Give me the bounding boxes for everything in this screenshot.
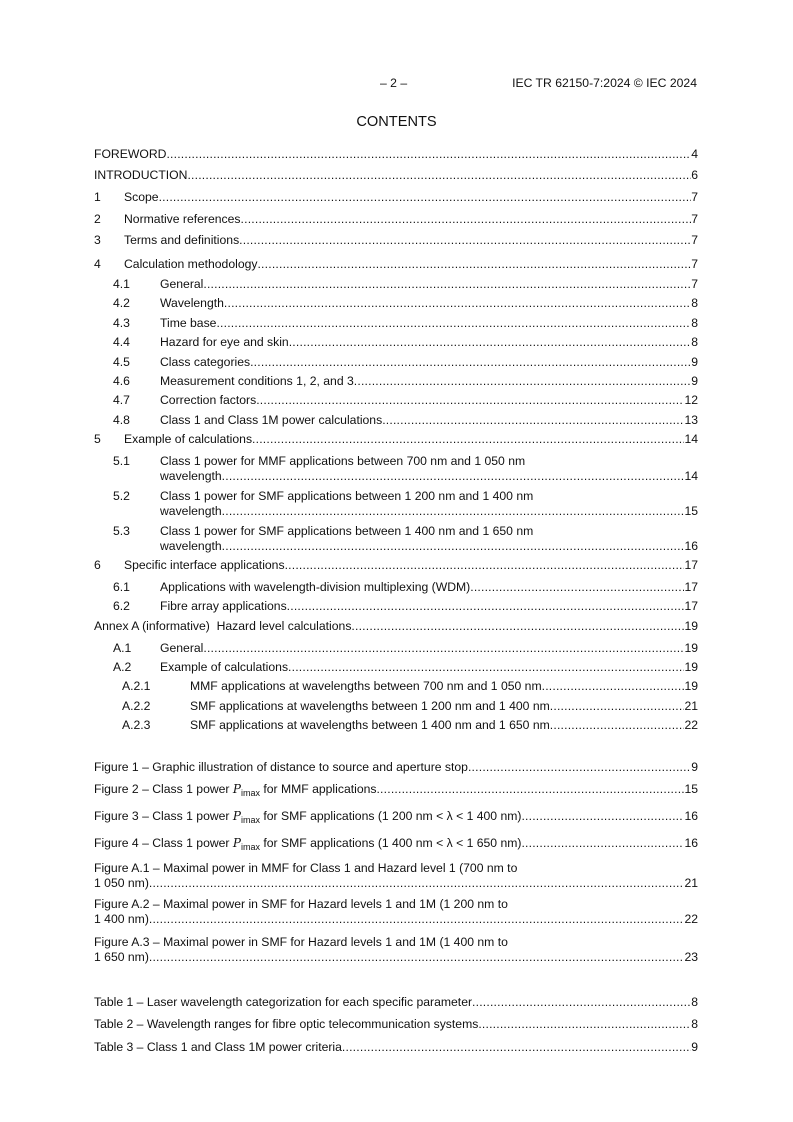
figure-label-line1: Figure A.2 – Maximal power in SMF for Hazard levels 1 and 1M (1 200 nm to xyxy=(94,897,508,911)
toc-page: 14 xyxy=(684,432,698,446)
toc-page: 15 xyxy=(684,504,698,518)
toc-label: Terms and definitions xyxy=(124,233,240,247)
toc-number: 6.2 xyxy=(113,599,130,613)
toc-number: 5.2 xyxy=(113,489,130,503)
table-entry-3[interactable] xyxy=(94,1040,698,1055)
toc-label-line2: wavelength xyxy=(160,469,222,483)
toc-entry-a-1[interactable] xyxy=(94,641,698,656)
toc-label: Scope xyxy=(124,190,159,204)
toc-number: 4.1 xyxy=(113,277,130,291)
toc-number: 5.1 xyxy=(113,454,130,468)
toc-page: 8 xyxy=(691,335,698,349)
toc-entry-5-2[interactable] xyxy=(113,489,698,519)
standard-reference: IEC TR 62150-7:2024 © IEC 2024 xyxy=(512,76,697,90)
toc-label: Applications with wavelength-division multiplexing (WDM) xyxy=(160,580,471,594)
toc-entry-6-1[interactable] xyxy=(94,580,698,595)
toc-page: 19 xyxy=(684,641,698,655)
toc-page: 7 xyxy=(691,212,698,226)
toc-label: Class 1 and Class 1M power calculations xyxy=(160,413,383,427)
toc-number: 4.4 xyxy=(113,335,130,349)
toc-label: General xyxy=(160,641,204,655)
figure-label: Figure 2 – Class 1 power $P_{imax}$ for MMF applications xyxy=(94,782,377,798)
toc-label-line1: Class 1 power for SMF applications between 1 400 nm and 1 650 nm xyxy=(160,524,534,538)
toc-number: A.1 xyxy=(113,641,132,655)
toc-entry-1[interactable] xyxy=(94,190,698,205)
toc-entry-foreword[interactable] xyxy=(94,147,698,162)
table-entry-2[interactable] xyxy=(94,1017,698,1032)
toc-page: 7 xyxy=(691,233,698,247)
figure-label: Figure 4 – Class 1 power $P_{imax}$ for SMF applications (1 400 nm < λ < 1 650 nm) xyxy=(94,836,522,852)
toc-label: General xyxy=(160,277,204,291)
figure-label-line1: Figure A.3 – Maximal power in SMF for Hazard levels 1 and 1M (1 400 nm to xyxy=(94,935,508,949)
toc-page: 8 xyxy=(691,296,698,310)
figure-page: 9 xyxy=(691,760,698,774)
toc-number: 6.1 xyxy=(113,580,130,594)
toc-entry-4-5[interactable] xyxy=(94,355,698,370)
toc-page: 16 xyxy=(684,539,698,553)
toc-entry-5-3[interactable] xyxy=(113,524,698,554)
figure-label: Figure 1 – Graphic illustration of distance to source and aperture stop xyxy=(94,760,468,774)
toc-label: Hazard for eye and skin xyxy=(160,335,289,349)
toc-entry-4-6[interactable] xyxy=(94,374,698,389)
toc-entry-4-4[interactable] xyxy=(94,335,698,350)
toc-label: Calculation methodology xyxy=(124,257,258,271)
toc-label-line2: wavelength xyxy=(160,539,222,553)
figure-label: Figure 3 – Class 1 power $P_{imax}$ for SMF applications (1 200 nm < λ < 1 400 nm) xyxy=(94,809,522,825)
toc-entry-a-2[interactable] xyxy=(94,660,698,675)
toc-number: 4.8 xyxy=(113,413,130,427)
toc-entry-4-1[interactable] xyxy=(94,277,698,292)
table-page: 8 xyxy=(691,995,698,1009)
toc-page: 4 xyxy=(691,147,698,161)
toc-label: Example of calculations xyxy=(124,432,253,446)
figure-entry-4[interactable] xyxy=(94,836,698,851)
table-page: 9 xyxy=(691,1040,698,1054)
toc-page: 7 xyxy=(691,277,698,291)
toc-label: Normative references xyxy=(124,212,241,226)
toc-page: 17 xyxy=(684,599,698,613)
figure-label-line2: 1 400 nm) xyxy=(94,912,149,926)
figure-page: 16 xyxy=(684,809,698,823)
toc-number: 4.7 xyxy=(113,393,130,407)
figure-page: 21 xyxy=(684,876,698,890)
toc-number: 4.2 xyxy=(113,296,130,310)
toc-number: 6 xyxy=(94,558,101,572)
figure-entry-2[interactable] xyxy=(94,782,698,797)
toc-number: 4.5 xyxy=(113,355,130,369)
figure-entry-a-1[interactable] xyxy=(94,861,698,891)
table-page: 8 xyxy=(691,1017,698,1031)
toc-entry-3[interactable] xyxy=(94,233,698,248)
toc-entry-annex-a[interactable] xyxy=(94,619,698,634)
toc-entry-4-7[interactable] xyxy=(94,393,698,408)
toc-page: 22 xyxy=(684,718,698,732)
toc-label-line2: wavelength xyxy=(160,504,222,518)
toc-label: Specific interface applications xyxy=(124,558,285,572)
toc-number: 4.6 xyxy=(113,374,130,388)
toc-page: 12 xyxy=(684,393,698,407)
toc-page: 7 xyxy=(691,257,698,271)
toc-label: FOREWORD xyxy=(94,147,167,161)
toc-entry-4[interactable] xyxy=(94,257,698,272)
toc-label: Class categories xyxy=(160,355,251,369)
figure-entry-a-2[interactable] xyxy=(94,897,698,927)
figure-page: 16 xyxy=(684,836,698,850)
page-number: – 2 – xyxy=(380,76,408,90)
toc-label-line1: Class 1 power for MMF applications between 700 nm and 1 050 nm xyxy=(160,454,526,468)
toc-entry-4-8[interactable] xyxy=(94,413,698,428)
page-title: CONTENTS xyxy=(356,114,437,130)
toc-entry-4-3[interactable] xyxy=(94,316,698,331)
toc-entry-2[interactable] xyxy=(94,212,698,227)
toc-entry-5-1[interactable] xyxy=(113,454,698,484)
toc-label: Example of calculations xyxy=(160,660,289,674)
toc-entry-5[interactable] xyxy=(94,432,698,447)
figure-label-line1: Figure A.1 – Maximal power in MMF for Class 1 and Hazard level 1 (700 nm to xyxy=(94,861,518,875)
toc-number: 1 xyxy=(94,190,101,204)
toc-number: A.2 xyxy=(113,660,132,674)
table-label: Table 2 – Wavelength ranges for fibre optic telecommunication systems xyxy=(94,1017,479,1031)
toc-page: 19 xyxy=(684,660,698,674)
toc-page: 13 xyxy=(684,413,698,427)
figure-label-line2: 1 650 nm) xyxy=(94,950,149,964)
toc-label: Wavelength xyxy=(160,296,224,310)
toc-entry-a-2-2[interactable] xyxy=(94,699,698,714)
toc-label-line1: Class 1 power for SMF applications between 1 200 nm and 1 400 nm xyxy=(160,489,534,503)
toc-page: 7 xyxy=(691,190,698,204)
table-label: Table 3 – Class 1 and Class 1M power criteria xyxy=(94,1040,342,1054)
toc-page: 19 xyxy=(684,619,698,633)
toc-number: 3 xyxy=(94,233,101,247)
toc-label: INTRODUCTION xyxy=(94,168,188,182)
toc-entry-6[interactable] xyxy=(94,558,698,573)
toc-number: 5.3 xyxy=(113,524,130,538)
figure-page: 23 xyxy=(684,950,698,964)
toc-label: Fibre array applications xyxy=(160,599,287,613)
toc-entry-a-2-3[interactable] xyxy=(94,718,698,733)
toc-label: SMF applications at wavelengths between 1 200 nm and 1 400 nm xyxy=(190,699,550,713)
toc-entry-6-2[interactable] xyxy=(94,599,698,614)
toc-number: A.2.2 xyxy=(122,699,151,713)
toc-number: 4.3 xyxy=(113,316,130,330)
toc-entry-4-2[interactable] xyxy=(94,296,698,311)
toc-page: 9 xyxy=(691,374,698,388)
figure-entry-3[interactable] xyxy=(94,809,698,824)
toc-label: MMF applications at wavelengths between 700 nm and 1 050 nm xyxy=(190,679,542,693)
toc-label: Time base xyxy=(160,316,217,330)
toc-page: 8 xyxy=(691,316,698,330)
toc-number: A.2.3 xyxy=(122,718,151,732)
figure-page: 15 xyxy=(684,782,698,796)
figure-entry-a-3[interactable] xyxy=(94,935,698,965)
figure-label-line2: 1 050 nm) xyxy=(94,876,149,890)
toc-label: Measurement conditions 1, 2, and 3 xyxy=(160,374,354,388)
toc-number: A.2.1 xyxy=(122,679,151,693)
toc-label: Annex A (informative) Hazard level calculations xyxy=(94,619,352,633)
table-label: Table 1 – Laser wavelength categorization for each specific parameter xyxy=(94,995,473,1009)
figure-page: 22 xyxy=(684,912,698,926)
toc-page: 21 xyxy=(684,699,698,713)
toc-label: SMF applications at wavelengths between 1 400 nm and 1 650 nm xyxy=(190,718,550,732)
toc-number: 5 xyxy=(94,432,101,446)
toc-number: 2 xyxy=(94,212,101,226)
table-entry-1[interactable] xyxy=(94,995,698,1010)
toc-page: 19 xyxy=(684,679,698,693)
toc-label: Correction factors xyxy=(160,393,257,407)
toc-number: 4 xyxy=(94,257,101,271)
figure-entry-1[interactable] xyxy=(94,760,698,775)
page-header xyxy=(0,76,793,92)
toc-page: 6 xyxy=(691,168,698,182)
toc-page: 9 xyxy=(691,355,698,369)
toc-page: 17 xyxy=(684,558,698,572)
toc-entry-a-2-1[interactable] xyxy=(94,679,698,694)
toc-page: 17 xyxy=(684,580,698,594)
toc-entry-introduction[interactable] xyxy=(94,168,698,183)
toc-page: 14 xyxy=(684,469,698,483)
